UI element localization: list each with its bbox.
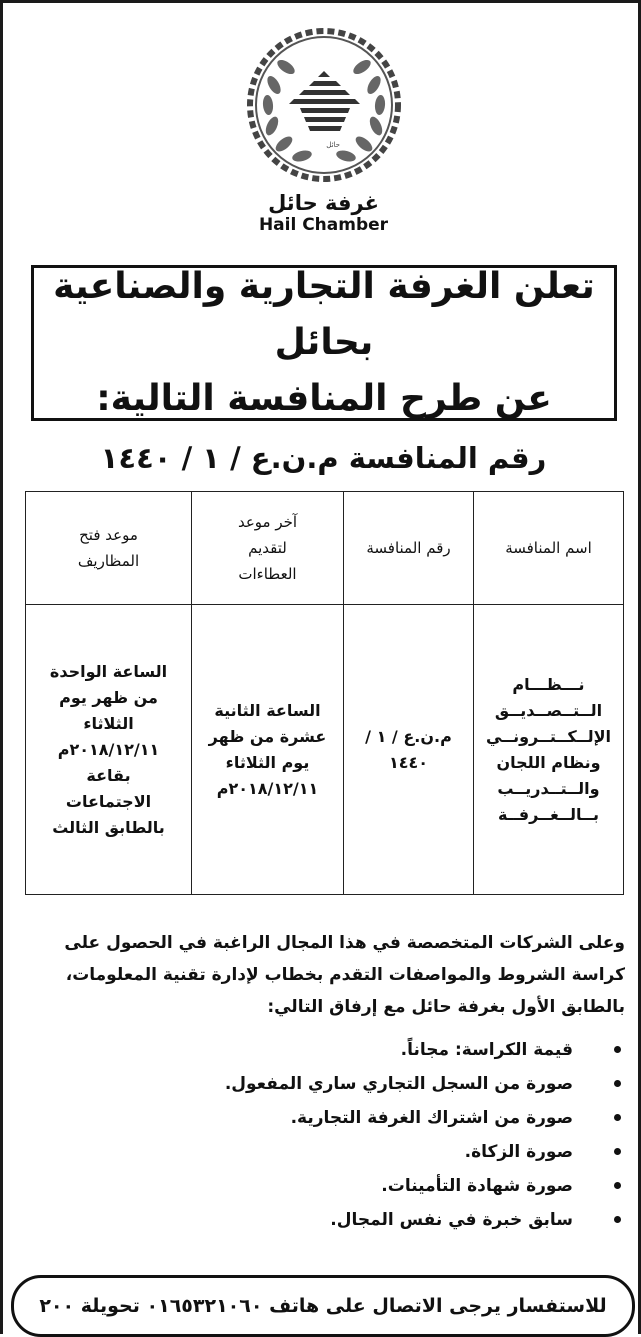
table-header-row [26, 492, 624, 605]
list-item: صورة من السجل التجاري ساري المفعول. [27, 1067, 625, 1101]
bullet-icon [614, 1216, 621, 1223]
logo-arabic-name: غرفة حائل [268, 191, 379, 215]
list-item: قيمة الكراسة: مجاناً. [27, 1033, 625, 1067]
headline-line-1: تعلن الغرفة التجارية والصناعية بحائل [53, 266, 595, 363]
logo [3, 25, 641, 235]
body-line: وعلى الشركات المتخصصة في هذا المجال الراغبة في الحصول على [64, 933, 625, 953]
tender-number-title: رقم المنافسة م.ن.ع / ١ / ١٤٤٠ [100, 441, 547, 475]
requirements-list [27, 1033, 625, 1237]
bullet-icon [614, 1114, 621, 1121]
cell-tender-name: نـــظـــام الــتــصــديــق الإلــكــتــرونــي ونظام اللجان والــتــدريــب بــالــغــرفــة [474, 605, 624, 895]
body-line: كراسة الشروط والمواصفات التقدم بخطاب لإدارة تقنية المعلومات، [65, 965, 625, 985]
tender-table [25, 491, 624, 895]
header-tender-name: اسم المنافسة [474, 492, 624, 605]
header-tender-number: رقم المنافسة [344, 492, 474, 605]
logo-english-name: Hail Chamber [258, 215, 389, 235]
header-submission-deadline: آخر موعد لتقديم العطاءات [192, 492, 344, 605]
list-item: صورة من اشتراك الغرفة التجارية. [27, 1101, 625, 1135]
body-line: بالطابق الأول بغرفة حائل مع إرفاق التالي: [267, 997, 625, 1017]
contact-banner: للاستفسار يرجى الاتصال على هاتف ٠١٦٥٣٢١٠٦٠ تحويلة ٢٠٠ [11, 1275, 635, 1337]
header-envelope-opening: موعد فتح المظاريف [26, 492, 192, 605]
cell-envelope-opening: الساعة الواحدة من ظهر يوم الثلاثاء ٢٠١٨/١٢/١١م بقاعة الاجتماعات بالطابق الثالث [26, 605, 192, 895]
list-item: صورة شهادة التأمينات. [27, 1169, 625, 1203]
list-item: صورة الزكاة. [27, 1135, 625, 1169]
bullet-icon [614, 1046, 621, 1053]
hail-chamber-seal-icon [244, 25, 404, 185]
bullet-icon [614, 1182, 621, 1189]
cell-tender-number: م.ن.ع / ١ / ١٤٤٠ [344, 605, 474, 895]
cell-submission-deadline: الساعة الثانية عشرة من ظهر يوم الثلاثاء ٢٠١٨/١٢/١١م [192, 605, 344, 895]
bullet-icon [614, 1080, 621, 1087]
headline-line-2: عن طرح المنافسة التالية: [96, 378, 552, 419]
list-item: سابق خبرة في نفس المجال. [27, 1203, 625, 1237]
body-paragraph [27, 927, 625, 1023]
headline-box [31, 265, 617, 421]
svg-text:حائل: حائل [325, 141, 340, 149]
table-row [26, 605, 624, 895]
bullet-icon [614, 1148, 621, 1155]
